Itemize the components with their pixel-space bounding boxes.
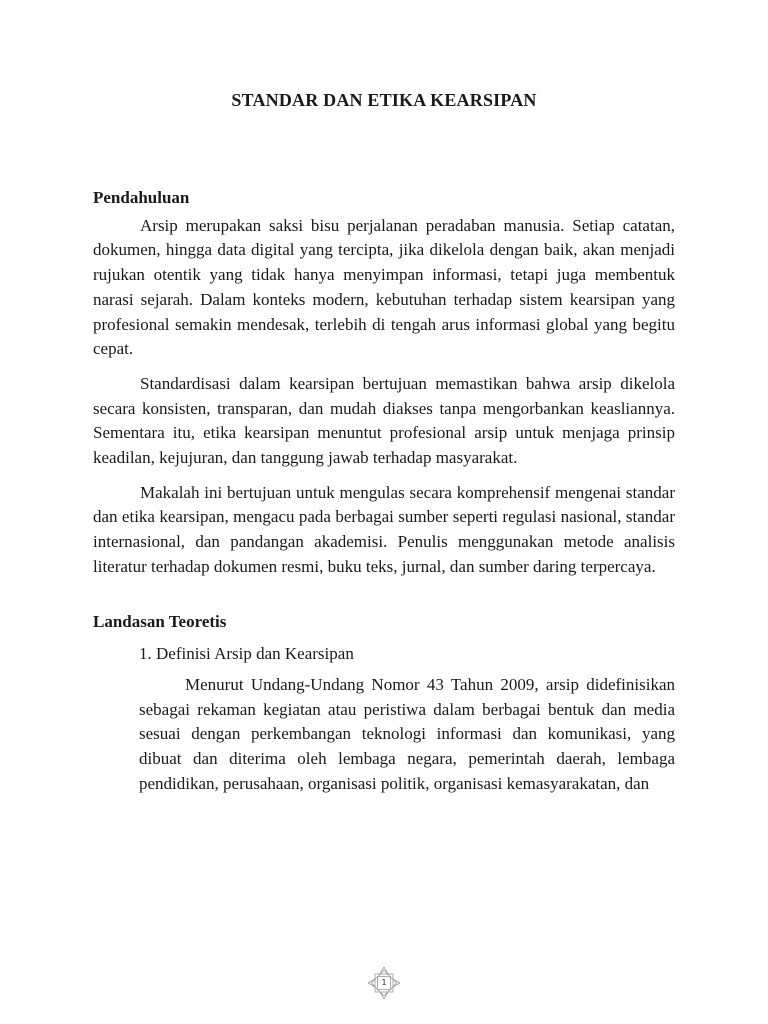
section-heading-intro: Pendahuluan	[93, 188, 190, 207]
document-title: STANDAR DAN ETIKA KEARSIPAN	[231, 90, 537, 110]
section-spacer	[93, 590, 675, 610]
intro-paragraph-3: Makalah ini bertujuan untuk mengulas secara komprehensif mengenai standar dan etika kearsipan, mengacu pada berbagai sumber seperti regulasi nasional, standar internasional, dan pandangan akademisi. Penulis menggunakan metode analisis literatur terhadap dokumen resmi, buku teks, jurnal, dan sumber daring terpercaya.	[93, 482, 675, 576]
page-number: 1	[381, 978, 387, 987]
intro-paragraph-1: Arsip merupakan saksi bisu perjalanan peradaban manusia. Setiap catatan, dokumen, hingga data digital yang tercipta, jika dikelola dengan baik, akan menjadi rujukan otentik yang tidak hanya menyimpan informasi, tetapi juga membentuk narasi sejarah. Dalam konteks modern, kebutuhan terhadap sistem kearsipan yang profesional semakin mendesak, terlebih di tengah arus informasi global yang begitu cepat.	[93, 215, 675, 359]
section-heading-theory: Landasan Teoretis	[93, 611, 227, 631]
intro-paragraph-2: Standardisasi dalam kearsipan bertujuan memastikan bahwa arsip dikelola secara konsisten, transparan, dan mudah diakses tanpa mengorbankan keasliannya. Sementara itu, etika kearsipan menuntut profesional arsip untuk menjaga prinsip keadilan, kejujuran, dan tanggung jawab terhadap masyarakat.	[93, 373, 675, 468]
definition-paragraph: Menurut Undang-Undang Nomor 43 Tahun 2009, arsip didefinisikan sebagai rekaman kegiatan atau peristiwa dalam berbagai bentuk dan media sesuai dengan perkembangan teknologi informasi dan komunikasi, yang dibuat dan diterima oleh lembaga negara, pemerintah daerah, lembaga pendidikan, perusahaan, organisasi politik, organisasi kemasyarakatan, dan	[139, 674, 675, 793]
document-body	[93, 186, 675, 796]
page-number-badge	[366, 965, 402, 1001]
list-item-definition: 1. Definisi Arsip dan Kearsipan	[139, 644, 354, 664]
